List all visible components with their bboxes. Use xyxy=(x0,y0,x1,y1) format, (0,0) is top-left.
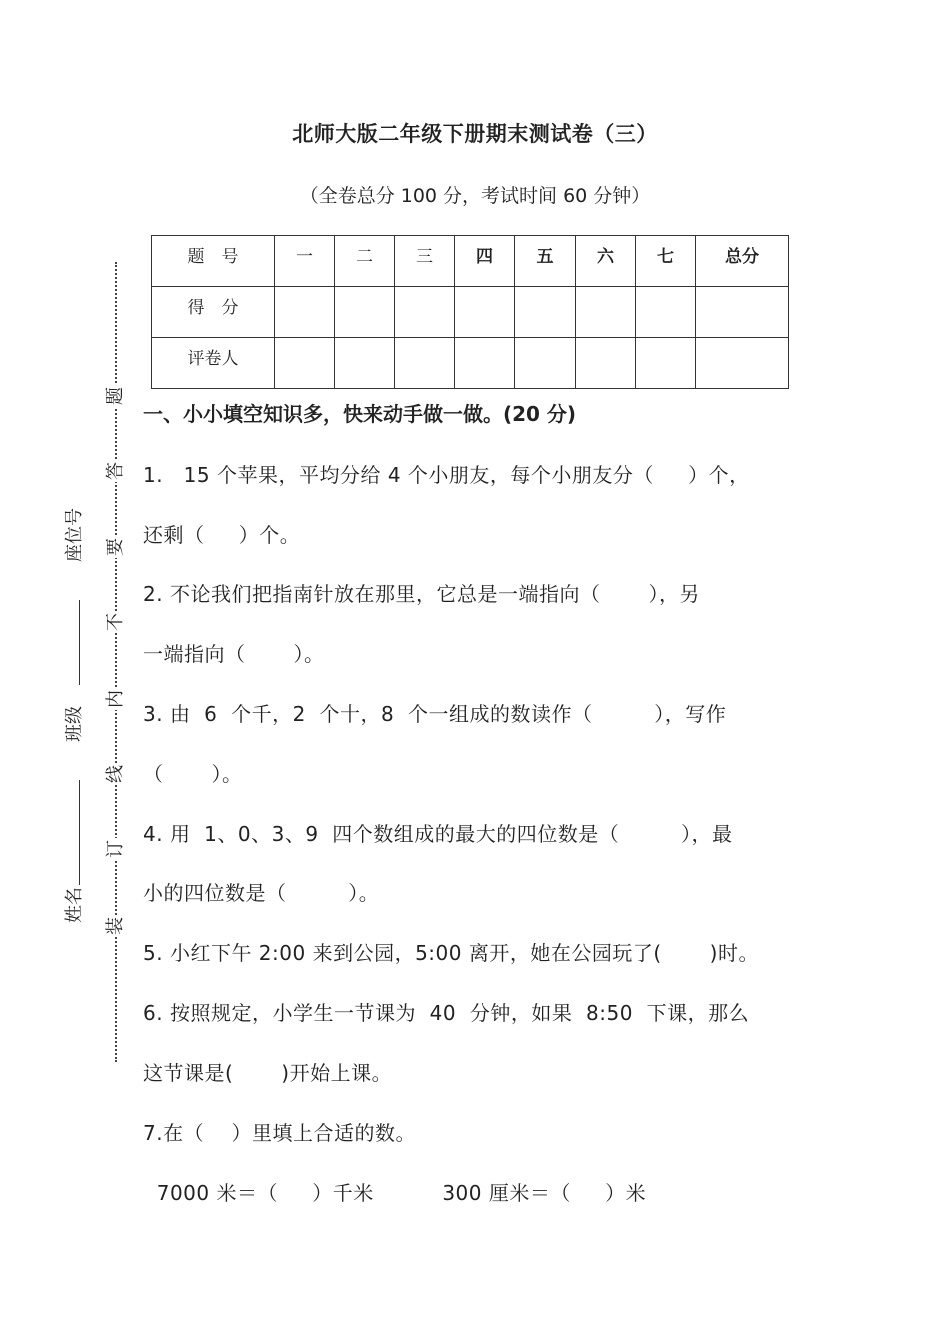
score-header-cell: 三 xyxy=(395,236,455,287)
score-table-header-row xyxy=(152,236,789,287)
name-label: 姓名 xyxy=(64,887,85,923)
margin-char: 要 xyxy=(105,538,126,556)
grader-cell xyxy=(576,338,636,389)
score-cell xyxy=(455,287,515,338)
margin-char: 不 xyxy=(105,613,126,631)
class-label: 班级 xyxy=(64,706,85,742)
score-header-cell: 七 xyxy=(636,236,696,287)
score-cell xyxy=(636,287,696,338)
score-row-label: 得 分 xyxy=(152,287,275,338)
score-header-cell: 二 xyxy=(335,236,395,287)
grader-cell xyxy=(275,338,335,389)
score-table-row-grader xyxy=(152,338,789,389)
question-line: 6. 按照规定，小学生一节课为 40 分钟，如果 8:50 下课，那么 xyxy=(143,1001,750,1025)
score-cell xyxy=(395,287,455,338)
question-line: 这节课是( )开始上课。 xyxy=(143,1061,393,1085)
question-line: 5. 小红下午 2:00 来到公园，5:00 离开，她在公园玩了( )时。 xyxy=(143,941,759,965)
score-header-cell: 五 xyxy=(515,236,576,287)
grader-cell xyxy=(696,338,789,389)
binding-dotted-line xyxy=(115,262,117,1062)
question-line: 还剩（ ）个。 xyxy=(143,523,301,547)
class-blank-line xyxy=(79,600,80,685)
score-table-row-score xyxy=(152,287,789,338)
question-line: 3. 由 6 个千，2 个十，8 个一组成的数读作（ ），写作 xyxy=(143,702,727,726)
grader-cell xyxy=(455,338,515,389)
margin-char: 订 xyxy=(105,840,126,858)
margin-char: 内 xyxy=(105,690,126,708)
score-cell xyxy=(275,287,335,338)
question-line: 1. 15 个苹果，平均分给 4 个小朋友，每个小朋友分（ ）个， xyxy=(143,463,750,487)
margin-char: 答 xyxy=(105,462,126,480)
score-header-cell: 题 号 xyxy=(152,236,275,287)
grader-cell xyxy=(395,338,455,389)
score-cell xyxy=(515,287,576,338)
question-line: 7000 米＝（ ）千米 300 厘米＝（ ）米 xyxy=(143,1181,647,1205)
section-heading: 一、小小填空知识多，快来动手做一做。(20 分) xyxy=(143,402,577,426)
margin-char: 题 xyxy=(105,387,126,405)
name-blank-line xyxy=(79,780,80,885)
grader-cell xyxy=(515,338,576,389)
question-line: 小的四位数是（ ）。 xyxy=(143,881,380,905)
score-cell xyxy=(696,287,789,338)
score-cell xyxy=(335,287,395,338)
score-table xyxy=(151,235,789,389)
page-title: 北师大版二年级下册期末测试卷（三） xyxy=(292,122,658,146)
question-line: 2. 不论我们把指南针放在那里，它总是一端指向（ ），另 xyxy=(143,582,700,606)
question-line: （ ）。 xyxy=(143,762,243,786)
question-line: 一端指向（ ）。 xyxy=(143,642,325,666)
margin-char: 装 xyxy=(105,917,126,935)
score-header-cell: 四 xyxy=(455,236,515,287)
question-line: 4. 用 1、0、3、9 四个数组成的最大的四位数是（ ），最 xyxy=(143,822,733,846)
score-header-cell: 一 xyxy=(275,236,335,287)
grader-cell xyxy=(636,338,696,389)
page-subtitle: （全卷总分 100 分，考试时间 60 分钟） xyxy=(299,185,651,207)
score-header-cell: 总分 xyxy=(696,236,789,287)
grader-cell xyxy=(335,338,395,389)
score-header-cell: 六 xyxy=(576,236,636,287)
score-row-label: 评卷人 xyxy=(152,338,275,389)
margin-char: 线 xyxy=(105,765,126,783)
seat-number-label: 座位号 xyxy=(64,508,85,562)
score-cell xyxy=(576,287,636,338)
question-line: 7.在（ ）里填上合适的数。 xyxy=(143,1121,417,1145)
